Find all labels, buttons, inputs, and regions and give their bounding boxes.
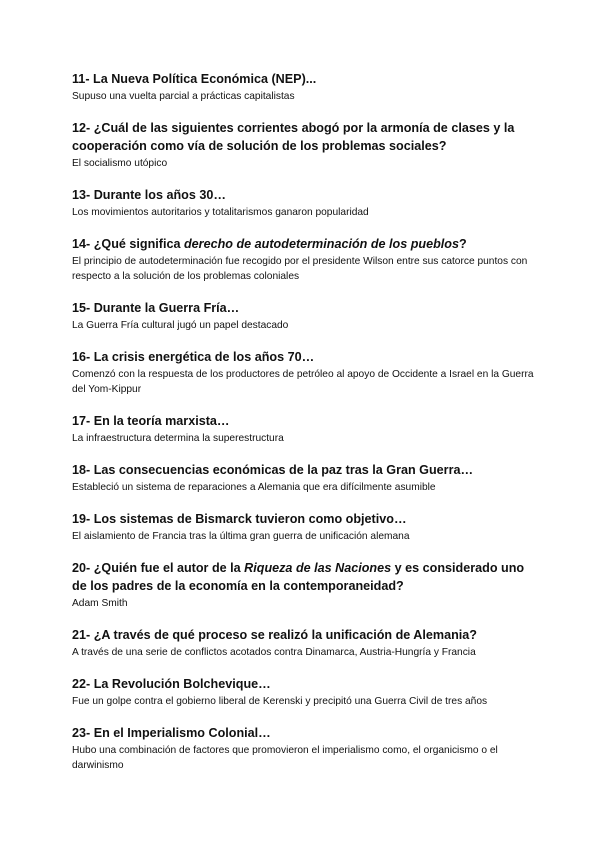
question-14-emphasis: derecho de autodeterminación de los pueblos xyxy=(183,237,459,251)
answer-15: La Guerra Fría cultural jugó un papel destacado xyxy=(72,320,289,331)
question-20-emphasis: Riqueza de las Naciones xyxy=(244,561,392,575)
question-17: 17- En la teoría marxista… xyxy=(72,414,230,428)
answer-19: El aislamiento de Francia tras la última gran guerra de unificación alemana xyxy=(72,531,410,542)
qa-item-21 xyxy=(72,626,538,660)
question-14-suffix: ? xyxy=(459,237,467,251)
answer-18: Estableció un sistema de reparaciones a Alemania que era difícilmente asumible xyxy=(72,482,436,493)
question-14 xyxy=(72,235,538,253)
qa-item-16 xyxy=(72,348,538,397)
qa-item-20 xyxy=(72,559,538,611)
question-20-suffix: y es considerado uno de los padres de la economía en la contemporaneidad? xyxy=(72,561,525,593)
question-22: 22- La Revolución Bolchevique… xyxy=(72,677,271,691)
qa-item-22 xyxy=(72,675,538,709)
question-16: 16- La crisis energética de los años 70… xyxy=(72,350,315,364)
question-20-prefix: 20- ¿Quién fue el autor de la xyxy=(72,561,245,575)
question-18: 18- Las consecuencias económicas de la paz tras la Gran Guerra… xyxy=(72,463,474,477)
question-11: 11- La Nueva Política Económica (NEP)... xyxy=(72,72,317,86)
qa-item-18 xyxy=(72,461,538,495)
answer-14: El principio de autodeterminación fue recogido por el presidente Wilson entre sus catorce puntos con respecto a la solución de los problemas coloniales xyxy=(72,256,528,282)
answer-22: Fue un golpe contra el gobierno liberal de Kerenski y precipitó una Guerra Civil de tres años xyxy=(72,696,488,707)
qa-item-12 xyxy=(72,119,538,171)
qa-item-23 xyxy=(72,724,538,773)
answer-17: La infraestructura determina la superestructura xyxy=(72,433,284,444)
qa-item-13 xyxy=(72,186,538,220)
question-19: 19- Los sistemas de Bismarck tuvieron como objetivo… xyxy=(72,512,407,526)
answer-20: Adam Smith xyxy=(72,598,128,609)
answer-12: El socialismo utópico xyxy=(72,158,168,169)
answer-13: Los movimientos autoritarios y totalitarismos ganaron popularidad xyxy=(72,207,369,218)
question-23: 23- En el Imperialismo Colonial… xyxy=(72,726,271,740)
qa-item-11 xyxy=(72,70,538,104)
question-14-prefix: 14- ¿Qué significa xyxy=(72,237,184,251)
answer-23: Hubo una combinación de factores que promovieron el imperialismo como, el organicismo o el darwinismo xyxy=(72,745,498,771)
answer-16: Comenzó con la respuesta de los productores de petróleo al apoyo de Occidente a Israel en la Guerra del Yom-Kippur xyxy=(72,369,534,395)
question-12: 12- ¿Cuál de las siguientes corrientes abogó por la armonía de clases y la cooperación como vía de solución de los problemas sociales? xyxy=(72,121,515,153)
answer-11: Supuso una vuelta parcial a prácticas capitalistas xyxy=(72,91,295,102)
qa-item-17 xyxy=(72,412,538,446)
question-21: 21- ¿A través de qué proceso se realizó la unificación de Alemania? xyxy=(72,628,477,642)
question-13: 13- Durante los años 30… xyxy=(72,188,226,202)
qa-item-14 xyxy=(72,235,538,284)
qa-item-15 xyxy=(72,299,538,333)
qa-item-19 xyxy=(72,510,538,544)
question-20 xyxy=(72,559,538,595)
question-15: 15- Durante la Guerra Fría… xyxy=(72,301,240,315)
answer-21: A través de una serie de conflictos acotados contra Dinamarca, Austria-Hungría y Francia xyxy=(72,647,476,658)
